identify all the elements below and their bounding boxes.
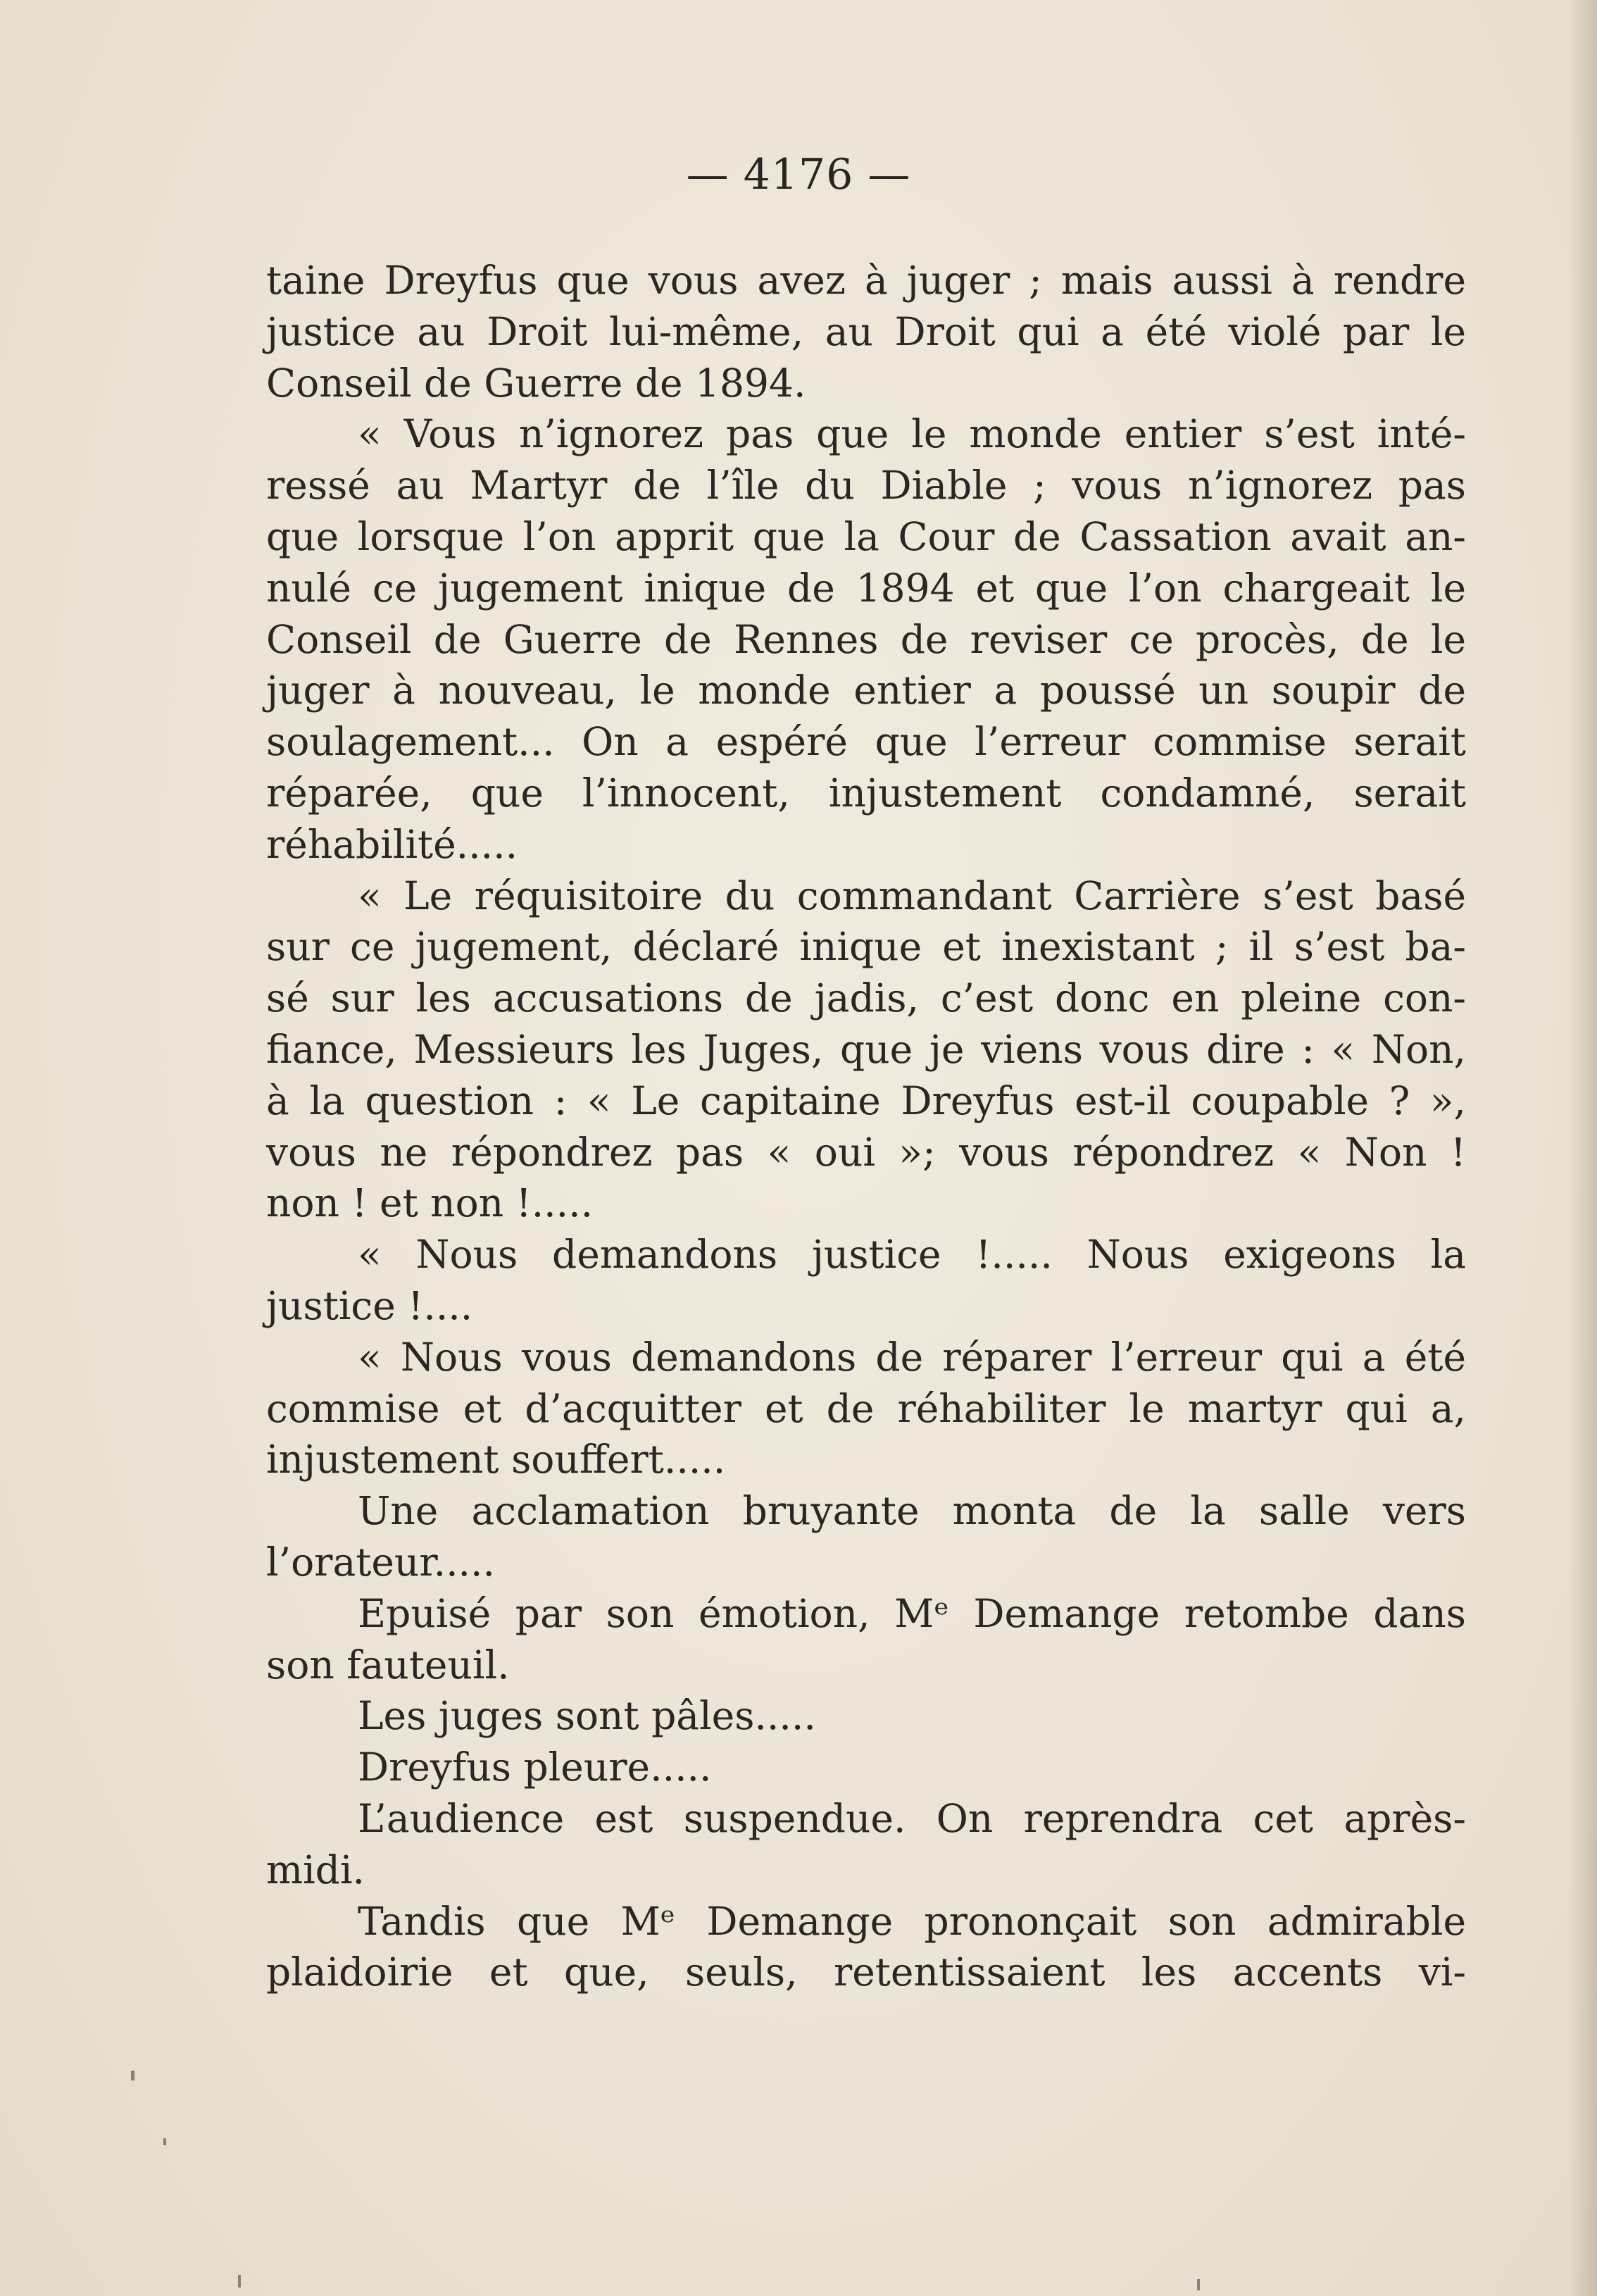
page-number: — 4176 — — [686, 150, 911, 199]
text-line: midi. — [266, 1847, 365, 1892]
text-line: Les juges sont pâles..... — [358, 1693, 816, 1739]
text-line: Conseil de Guerre de Rennes de reviser ce procès, de le — [266, 616, 1466, 662]
text-line: non ! et non !..... — [266, 1180, 594, 1226]
scan-speck — [1197, 2279, 1200, 2290]
text-line: que lorsque l’on apprit que la Cour de Cassation avait an- — [266, 513, 1466, 559]
text-line: « Le réquisitoire du commandant Carrière s’est basé — [358, 873, 1466, 918]
scan-speck — [163, 2138, 166, 2145]
text-line: Une acclamation bruyante monta de la salle vers — [358, 1488, 1466, 1534]
text-line: fiance, Messieurs les Juges, que je viens vous dire : « Non, — [266, 1026, 1466, 1072]
text-line: réparée, que l’innocent, injustement condamné, serait — [266, 770, 1466, 816]
text-line: sur ce jugement, déclaré inique et inexistant ; il s’est ba- — [266, 924, 1466, 970]
text-line: « Nous vous demandons de réparer l’erreur qui a été — [358, 1334, 1466, 1380]
scan-speck — [131, 2071, 134, 2080]
text-line: justice au Droit lui-même, au Droit qui a été violé par le — [266, 308, 1466, 354]
text-line: commise et d’acquitter et de réhabiliter le martyr qui a, — [266, 1385, 1466, 1431]
text-line: Conseil de Guerre de 1894. — [266, 360, 806, 406]
text-line: son fauteuil. — [266, 1642, 510, 1687]
text-line: L’audience est suspendue. On reprendra cet après- — [358, 1795, 1466, 1841]
text-line: l’orateur..... — [266, 1539, 496, 1585]
text-line: plaidoirie et que, seuls, retentissaient les accents vi- — [266, 1949, 1466, 1995]
text-line: nulé ce jugement inique de 1894 et que l’on chargeait le — [266, 565, 1466, 611]
text-line: « Nous demandons justice !..... Nous exigeons la — [358, 1232, 1466, 1278]
text-line: justice !.... — [266, 1283, 473, 1328]
page-edge-shadow — [1569, 0, 1597, 2296]
text-line: réhabilité..... — [266, 821, 518, 867]
text-line: Tandis que Mᵉ Demange prononçait son admirable — [358, 1898, 1466, 1944]
text-line: Epuisé par son émotion, Mᵉ Demange retombe dans — [358, 1590, 1466, 1636]
text-line: à la question : « Le capitaine Dreyfus est-il coupable ? », — [266, 1078, 1466, 1123]
text-line: injustement souffert..... — [266, 1437, 726, 1483]
text-line: ressé au Martyr de l’île du Diable ; vous n’ignorez pas — [266, 463, 1466, 509]
scan-speck — [238, 2275, 241, 2288]
text-line: soulagement... On a espéré que l’erreur commise serait — [266, 719, 1466, 765]
text-line: taine Dreyfus que vous avez à juger ; mais aussi à rendre — [266, 258, 1466, 303]
text-line: Dreyfus pleure..... — [358, 1745, 712, 1790]
text-line: vous ne répondrez pas « oui »; vous répondrez « Non ! — [266, 1129, 1466, 1175]
body-text — [266, 255, 1466, 1998]
text-line: sé sur les accusations de jadis, c’est donc en pleine con- — [266, 975, 1466, 1021]
text-line: juger à nouveau, le monde entier a poussé un soupir de — [266, 668, 1466, 713]
text-line: « Vous n’ignorez pas que le monde entier s’est inté- — [358, 411, 1466, 457]
